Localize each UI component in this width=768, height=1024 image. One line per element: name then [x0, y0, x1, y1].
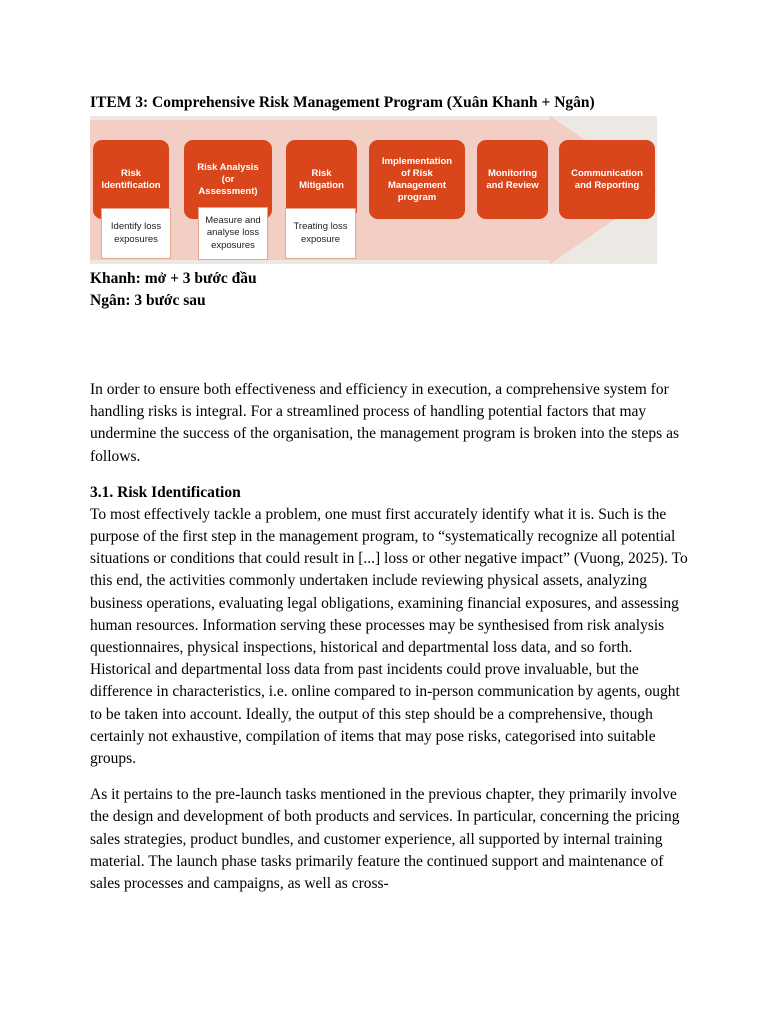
pre-launch-paragraph: As it pertains to the pre-launch tasks mentioned in the previous chapter, they primarily involve the design and development of both products and services. In particular, concerning the pricing sales strategies, product bundles, and customer experience, all supported by internal training material. The launch phase tasks primarily feature the continued support and maintenance of sales processes and campaigns, as well as cross-	[90, 786, 680, 893]
step-risk-analysis: Risk Analysis (or Assessment)	[184, 140, 272, 219]
assignment-khanh: Khanh: mở + 3 bước đầu	[90, 270, 257, 287]
step-risk-mitigation: Risk Mitigation	[286, 140, 357, 219]
intro-paragraph: In order to ensure both effectiveness and efficiency in execution, a comprehensive system for handling risks is integral. For a streamlined process of handling potential factors that may undermine the success of the organisation, the management program is broken into the steps as follows.	[90, 381, 679, 465]
sub-measure-analyse: Measure and analyse loss exposures	[198, 207, 268, 260]
sub-identify-loss: Identify loss exposures	[101, 208, 171, 259]
step-monitoring-review: Monitoring and Review	[477, 140, 548, 219]
step-risk-identification: Risk Identification	[93, 140, 169, 219]
section-paragraph: To most effectively tackle a problem, one must first accurately identify what it is. Such is the purpose of the first step in the management program, to “systematically recognize all potential situations or conditions that could result in [...] loss or other negative impact” (Vuong, 2025). To this end, the activities commonly undertaken include reviewing physical assets, analyzing business operations, evaluating legal obligations, examining financial exposures, and assessing human resources. Information serving these processes may be synthesised from risk analysis questionnaires, physical inspections, historical and departmental loss data, and so forth. Historical and departmental loss data from past incidents could prove invaluable, but the difference in characteristics, i.e. online compared to in-person communication by agents, ought to be taken into account. Ideally, the output of this step should be a comprehensive, though certainly not exhaustive, compilation of items that may pose risks, categorised into suitable groups.	[90, 505, 688, 768]
section-heading-3-1: 3.1. Risk Identification	[90, 483, 241, 501]
item-title: ITEM 3: Comprehensive Risk Management Program (Xuân Khanh + Ngân)	[90, 94, 595, 111]
step-communication-reporting: Communication and Reporting	[559, 140, 655, 219]
assignment-ngan: Ngân: 3 bước sau	[90, 292, 206, 309]
sub-treating-loss: Treating loss exposure	[285, 208, 356, 259]
risk-program-diagram	[90, 116, 657, 264]
document-page	[90, 92, 690, 895]
step-implementation: Implementation of Risk Management program	[369, 140, 465, 219]
